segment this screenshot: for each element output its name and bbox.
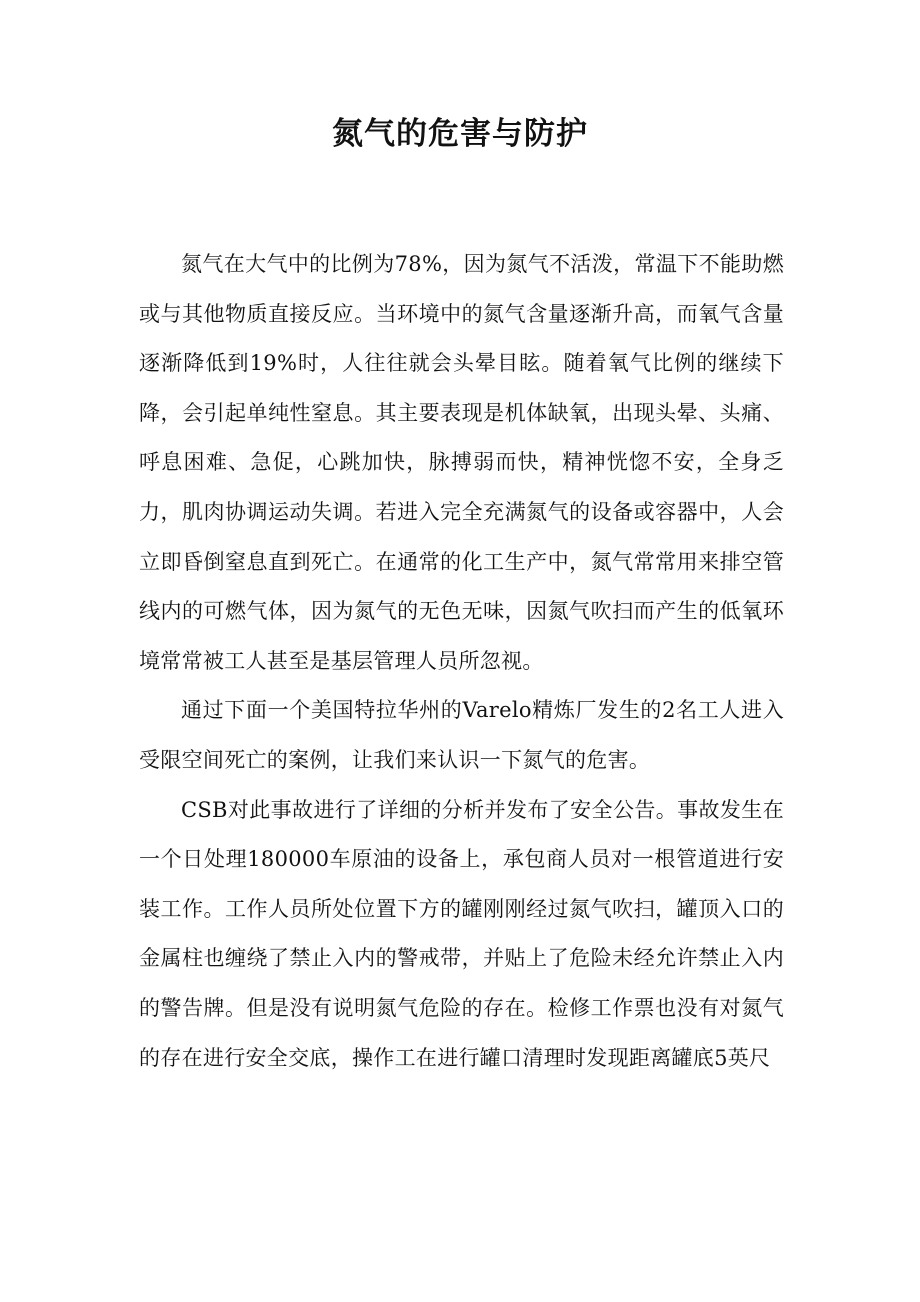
document-title: 氮气的危害与防护 (332, 116, 588, 152)
paragraph-nitrogen-hazards: 氮气在大气中的比例为78%，因为氮气不活泼，常温下不能助燃或与其他物质直接反应。当环境中的氮气含量逐渐升高，而氧气含量逐渐降低到19%时，人往往就会头晕目眩。随着氧气比例的继续下降，会引起单纯性窒息。其主要表现是机体缺氧，出现头晕、头痛、呼息困难、急促，心跳加快，脉搏弱而快，精神恍惚不安，全身乏力，肌肉协调运动失调。若进入完全充满氮气的设备或容器中，人会立即昏倒窒息直到死亡。在通常的化工生产中，氮气常常用来排空管线内的可燃气体，因为氮气的无色无味，因氮气吹扫而产生的低氧环境常常被工人甚至是基层管理人员所忽视。 (139, 252, 784, 673)
document-body (139, 240, 784, 1083)
paragraph-csb-analysis: CSB对此事故进行了详细的分析并发布了安全公告。事故发生在一个日处理180000车原油的设备上，承包商人员对一根管道进行安装工作。工作人员所处位置下方的罐刚刚经过氮气吹扫，罐顶入口的金属柱也缠绕了禁止入内的警戒带，并贴上了危险未经允许禁止入内的警告牌。但是没有说明氮气危险的存在。检修工作票也没有对氮气的存在进行安全交底，操作工在进行罐口清理时发现距离罐底5英尺 (139, 797, 784, 1070)
paragraph-case-intro: 通过下面一个美国特拉华州的Varelo精炼厂发生的2名工人进入受限空间死亡的案例，让我们来认识一下氮气的危害。 (139, 698, 784, 772)
